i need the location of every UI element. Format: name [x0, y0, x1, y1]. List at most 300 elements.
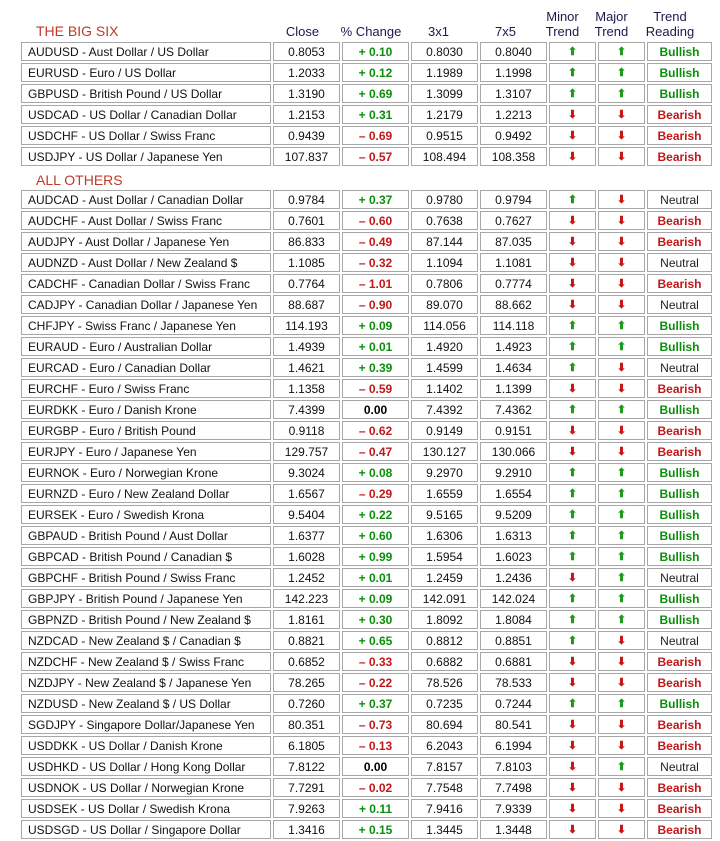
pair-cell: EURUSD - Euro / US Dollar — [21, 63, 271, 82]
major-trend-cell — [598, 421, 645, 440]
major-trend-cell — [598, 63, 645, 82]
close-cell: 7.7291 — [273, 778, 340, 797]
trend-reading-cell: Bullish — [647, 63, 712, 82]
table-row — [21, 757, 712, 776]
trend-reading-cell: Bullish — [647, 400, 712, 419]
x7x5-cell: 0.7627 — [480, 211, 547, 230]
major-trend-cell — [598, 442, 645, 461]
close-cell: 0.8821 — [273, 631, 340, 650]
major-trend-cell — [598, 147, 645, 166]
pct-change-cell: – 0.60 — [342, 211, 409, 230]
col-header-pct-change: % Change — [340, 24, 402, 39]
table-row — [21, 84, 712, 103]
close-cell: 1.4939 — [273, 337, 340, 356]
table-row — [21, 715, 712, 734]
pct-change-cell: – 0.57 — [342, 147, 409, 166]
pair-cell: SGDJPY - Singapore Dollar/Japanese Yen — [21, 715, 271, 734]
x3x1-cell: 1.4599 — [411, 358, 478, 377]
pair-cell: EURJPY - Euro / Japanese Yen — [21, 442, 271, 461]
pct-change-cell: + 0.01 — [342, 337, 409, 356]
major-trend-cell — [598, 484, 645, 503]
x7x5-cell: 1.3448 — [480, 820, 547, 839]
pct-change-cell: + 0.37 — [342, 694, 409, 713]
minor-trend-cell — [549, 589, 596, 608]
close-cell: 0.9439 — [273, 126, 340, 145]
arrow-up-icon: ⬆ — [616, 761, 627, 773]
pct-change-cell: + 0.11 — [342, 799, 409, 818]
close-cell: 80.351 — [273, 715, 340, 734]
table-row — [21, 295, 712, 314]
arrow-up-icon: ⬆ — [616, 67, 627, 79]
close-cell: 1.6377 — [273, 526, 340, 545]
x7x5-cell: 0.8851 — [480, 631, 547, 650]
x7x5-cell: 0.7774 — [480, 274, 547, 293]
pair-cell: EURCAD - Euro / Canadian Dollar — [21, 358, 271, 377]
minor-trend-cell — [549, 147, 596, 166]
pct-change-cell: – 0.32 — [342, 253, 409, 272]
major-trend-cell — [598, 568, 645, 587]
major-trend-cell — [598, 694, 645, 713]
trend-reading-cell: Bullish — [647, 316, 712, 335]
major-trend-cell — [598, 757, 645, 776]
minor-trend-cell — [549, 211, 596, 230]
trend-reading-cell: Neutral — [647, 631, 712, 650]
minor-trend-cell — [549, 253, 596, 272]
pct-change-cell: + 0.10 — [342, 42, 409, 61]
arrow-down-icon: ⬇ — [567, 236, 578, 248]
minor-trend-cell — [549, 316, 596, 335]
minor-trend-cell — [549, 736, 596, 755]
x3x1-cell: 1.3445 — [411, 820, 478, 839]
pair-cell: GBPCAD - British Pound / Canadian $ — [21, 547, 271, 566]
x3x1-cell: 6.2043 — [411, 736, 478, 755]
pct-change-cell: – 0.59 — [342, 379, 409, 398]
major-trend-cell — [598, 547, 645, 566]
close-cell: 1.2033 — [273, 63, 340, 82]
col-header-minor-2: Trend — [545, 24, 580, 39]
table-row — [21, 736, 712, 755]
pct-change-cell: + 0.15 — [342, 820, 409, 839]
pair-cell: NZDJPY - New Zealand $ / Japanese Yen — [21, 673, 271, 692]
trend-reading-cell: Bullish — [647, 526, 712, 545]
x7x5-cell: 7.8103 — [480, 757, 547, 776]
x3x1-cell: 0.7806 — [411, 274, 478, 293]
arrow-down-icon: ⬇ — [567, 278, 578, 290]
trend-reading-cell: Bearish — [647, 736, 712, 755]
x3x1-cell: 130.127 — [411, 442, 478, 461]
table-row — [21, 126, 712, 145]
pair-cell: EURSEK - Euro / Swedish Krona — [21, 505, 271, 524]
table-row — [21, 505, 712, 524]
close-cell: 129.757 — [273, 442, 340, 461]
arrow-down-icon: ⬇ — [616, 236, 627, 248]
arrow-down-icon: ⬇ — [616, 782, 627, 794]
pct-change-cell: – 1.01 — [342, 274, 409, 293]
pair-cell: USDCHF - US Dollar / Swiss Franc — [21, 126, 271, 145]
pct-change-cell: – 0.62 — [342, 421, 409, 440]
major-trend-cell — [598, 610, 645, 629]
all-others-table — [19, 188, 714, 841]
table-row — [21, 799, 712, 818]
minor-trend-cell — [549, 63, 596, 82]
major-trend-cell — [598, 505, 645, 524]
close-cell: 1.6567 — [273, 484, 340, 503]
trend-reading-cell: Neutral — [647, 358, 712, 377]
arrow-down-icon: ⬇ — [567, 130, 578, 142]
table-row — [21, 652, 712, 671]
pct-change-cell: – 0.13 — [342, 736, 409, 755]
trend-reading-cell: Neutral — [647, 190, 712, 209]
close-cell: 7.9263 — [273, 799, 340, 818]
x7x5-cell: 1.1081 — [480, 253, 547, 272]
major-trend-cell — [598, 126, 645, 145]
arrow-up-icon: ⬆ — [567, 488, 578, 500]
table-row — [21, 820, 712, 839]
close-cell: 1.1358 — [273, 379, 340, 398]
x7x5-cell: 108.358 — [480, 147, 547, 166]
pair-cell: AUDNZD - Aust Dollar / New Zealand $ — [21, 253, 271, 272]
pct-change-cell: + 0.65 — [342, 631, 409, 650]
arrow-up-icon: ⬆ — [567, 467, 578, 479]
pair-cell: NZDCHF - New Zealand $ / Swiss Franc — [21, 652, 271, 671]
pct-change-cell: 0.00 — [342, 400, 409, 419]
arrow-up-icon: ⬆ — [567, 635, 578, 647]
major-trend-cell — [598, 589, 645, 608]
trend-reading-cell: Bearish — [647, 442, 712, 461]
pct-change-cell: + 0.22 — [342, 505, 409, 524]
close-cell: 9.5404 — [273, 505, 340, 524]
trend-reading-cell: Bearish — [647, 715, 712, 734]
table-row — [21, 337, 712, 356]
close-cell: 1.2153 — [273, 105, 340, 124]
trend-reading-cell: Neutral — [647, 253, 712, 272]
x7x5-cell: 9.2910 — [480, 463, 547, 482]
minor-trend-cell — [549, 421, 596, 440]
trend-reading-cell: Bearish — [647, 421, 712, 440]
table-row — [21, 589, 712, 608]
pair-cell: EURNOK - Euro / Norwegian Krone — [21, 463, 271, 482]
pct-change-cell: + 0.60 — [342, 526, 409, 545]
minor-trend-cell — [549, 190, 596, 209]
arrow-down-icon: ⬇ — [616, 151, 627, 163]
pair-cell: USDSGD - US Dollar / Singapore Dollar — [21, 820, 271, 839]
trend-reading-cell: Bearish — [647, 379, 712, 398]
close-cell: 7.4399 — [273, 400, 340, 419]
x3x1-cell: 1.8092 — [411, 610, 478, 629]
major-trend-cell — [598, 715, 645, 734]
minor-trend-cell — [549, 568, 596, 587]
x3x1-cell: 1.1094 — [411, 253, 478, 272]
minor-trend-cell — [549, 295, 596, 314]
major-trend-cell — [598, 105, 645, 124]
table-row — [21, 400, 712, 419]
x3x1-cell: 1.1402 — [411, 379, 478, 398]
arrow-down-icon: ⬇ — [616, 278, 627, 290]
pct-change-cell: – 0.69 — [342, 126, 409, 145]
trend-reading-cell: Bullish — [647, 337, 712, 356]
close-cell: 86.833 — [273, 232, 340, 251]
arrow-down-icon: ⬇ — [567, 824, 578, 836]
x7x5-cell: 1.6554 — [480, 484, 547, 503]
table-row — [21, 42, 712, 61]
trend-reading-cell: Bullish — [647, 484, 712, 503]
trend-reading-cell: Bearish — [647, 652, 712, 671]
all-others-rows — [21, 190, 712, 839]
minor-trend-cell — [549, 42, 596, 61]
arrow-up-icon: ⬆ — [567, 194, 578, 206]
close-cell: 88.687 — [273, 295, 340, 314]
arrow-down-icon: ⬇ — [616, 656, 627, 668]
close-cell: 0.7260 — [273, 694, 340, 713]
major-trend-cell — [598, 631, 645, 650]
trend-reading-cell: Neutral — [647, 757, 712, 776]
major-trend-cell — [598, 295, 645, 314]
pair-cell: CHFJPY - Swiss Franc / Japanese Yen — [21, 316, 271, 335]
arrow-up-icon: ⬆ — [567, 88, 578, 100]
pct-change-cell: – 0.73 — [342, 715, 409, 734]
arrow-up-icon: ⬆ — [567, 551, 578, 563]
arrow-down-icon: ⬇ — [616, 740, 627, 752]
table-row — [21, 105, 712, 124]
x3x1-cell: 7.7548 — [411, 778, 478, 797]
table-row — [21, 274, 712, 293]
x3x1-cell: 1.3099 — [411, 84, 478, 103]
x7x5-cell: 142.024 — [480, 589, 547, 608]
arrow-down-icon: ⬇ — [616, 635, 627, 647]
minor-trend-cell — [549, 505, 596, 524]
x3x1-cell: 9.5165 — [411, 505, 478, 524]
arrow-down-icon: ⬇ — [616, 803, 627, 815]
x7x5-cell: 1.6023 — [480, 547, 547, 566]
pair-cell: GBPAUD - British Pound / Aust Dollar — [21, 526, 271, 545]
arrow-down-icon: ⬇ — [567, 215, 578, 227]
pct-change-cell: + 0.31 — [342, 105, 409, 124]
close-cell: 1.3190 — [273, 84, 340, 103]
minor-trend-cell — [549, 442, 596, 461]
pair-cell: CADCHF - Canadian Dollar / Swiss Franc — [21, 274, 271, 293]
minor-trend-cell — [549, 105, 596, 124]
minor-trend-cell — [549, 526, 596, 545]
x7x5-cell: 9.5209 — [480, 505, 547, 524]
x3x1-cell: 0.9149 — [411, 421, 478, 440]
pct-change-cell: – 0.33 — [342, 652, 409, 671]
close-cell: 0.8053 — [273, 42, 340, 61]
x7x5-cell: 1.2213 — [480, 105, 547, 124]
pair-cell: USDJPY - US Dollar / Japanese Yen — [21, 147, 271, 166]
major-trend-cell — [598, 232, 645, 251]
minor-trend-cell — [549, 126, 596, 145]
x7x5-cell: 80.541 — [480, 715, 547, 734]
pair-cell: NZDUSD - New Zealand $ / US Dollar — [21, 694, 271, 713]
col-header-reading-1: Trend — [653, 9, 687, 24]
close-cell: 1.8161 — [273, 610, 340, 629]
major-trend-cell — [598, 316, 645, 335]
x7x5-cell: 130.066 — [480, 442, 547, 461]
arrow-down-icon: ⬇ — [616, 194, 627, 206]
table-row — [21, 568, 712, 587]
arrow-up-icon: ⬆ — [616, 341, 627, 353]
x7x5-cell: 1.8084 — [480, 610, 547, 629]
pct-change-cell: + 0.39 — [342, 358, 409, 377]
arrow-up-icon: ⬆ — [616, 593, 627, 605]
trend-reading-cell: Bearish — [647, 778, 712, 797]
minor-trend-cell — [549, 337, 596, 356]
close-cell: 1.1085 — [273, 253, 340, 272]
minor-trend-cell — [549, 358, 596, 377]
x3x1-cell: 87.144 — [411, 232, 478, 251]
x3x1-cell: 7.8157 — [411, 757, 478, 776]
x3x1-cell: 108.494 — [411, 147, 478, 166]
minor-trend-cell — [549, 820, 596, 839]
pair-cell: CADJPY - Canadian Dollar / Japanese Yen — [21, 295, 271, 314]
major-trend-cell — [598, 190, 645, 209]
arrow-down-icon: ⬇ — [567, 383, 578, 395]
arrow-down-icon: ⬇ — [616, 299, 627, 311]
trend-reading-cell: Bearish — [647, 211, 712, 230]
arrow-up-icon: ⬆ — [567, 320, 578, 332]
table-row — [21, 631, 712, 650]
table-row — [21, 316, 712, 335]
x3x1-cell: 78.526 — [411, 673, 478, 692]
col-header-minor-1: Minor — [546, 9, 579, 24]
pct-change-cell: + 0.12 — [342, 63, 409, 82]
trend-reading-cell: Bullish — [647, 463, 712, 482]
trend-reading-cell: Bullish — [647, 589, 712, 608]
major-trend-cell — [598, 274, 645, 293]
close-cell: 9.3024 — [273, 463, 340, 482]
col-header-3x1: 3x1 — [428, 24, 449, 39]
minor-trend-cell — [549, 232, 596, 251]
x7x5-cell: 1.1998 — [480, 63, 547, 82]
arrow-up-icon: ⬆ — [567, 593, 578, 605]
pct-change-cell: – 0.02 — [342, 778, 409, 797]
pct-change-cell: + 0.30 — [342, 610, 409, 629]
arrow-down-icon: ⬇ — [567, 761, 578, 773]
major-trend-cell — [598, 379, 645, 398]
x7x5-cell: 1.4634 — [480, 358, 547, 377]
arrow-down-icon: ⬇ — [616, 677, 627, 689]
pair-cell: EURAUD - Euro / Australian Dollar — [21, 337, 271, 356]
pct-change-cell: + 0.01 — [342, 568, 409, 587]
trend-reading-cell: Bearish — [647, 147, 712, 166]
close-cell: 1.3416 — [273, 820, 340, 839]
pair-cell: USDSEK - US Dollar / Swedish Krona — [21, 799, 271, 818]
table-row — [21, 190, 712, 209]
table-row — [21, 63, 712, 82]
x3x1-cell: 1.6306 — [411, 526, 478, 545]
major-trend-cell — [598, 400, 645, 419]
arrow-down-icon: ⬇ — [567, 572, 578, 584]
minor-trend-cell — [549, 631, 596, 650]
col-header-7x5: 7x5 — [495, 24, 516, 39]
col-header-reading-2: Reading — [645, 24, 695, 39]
arrow-down-icon: ⬇ — [616, 425, 627, 437]
pair-cell: GBPNZD - British Pound / New Zealand $ — [21, 610, 271, 629]
x3x1-cell: 0.8812 — [411, 631, 478, 650]
arrow-up-icon: ⬆ — [567, 530, 578, 542]
x7x5-cell: 1.2436 — [480, 568, 547, 587]
major-trend-cell — [598, 526, 645, 545]
arrow-up-icon: ⬆ — [567, 698, 578, 710]
table-row — [21, 232, 712, 251]
col-header-major-1: Major — [595, 9, 628, 24]
arrow-down-icon: ⬇ — [567, 782, 578, 794]
table-row — [21, 253, 712, 272]
x7x5-cell: 1.6313 — [480, 526, 547, 545]
trend-reading-cell: Neutral — [647, 295, 712, 314]
x3x1-cell: 7.9416 — [411, 799, 478, 818]
close-cell: 142.223 — [273, 589, 340, 608]
pair-cell: NZDCAD - New Zealand $ / Canadian $ — [21, 631, 271, 650]
pair-cell: USDCAD - US Dollar / Canadian Dollar — [21, 105, 271, 124]
x7x5-cell: 1.3107 — [480, 84, 547, 103]
arrow-down-icon: ⬇ — [567, 677, 578, 689]
x7x5-cell: 6.1994 — [480, 736, 547, 755]
close-cell: 0.7601 — [273, 211, 340, 230]
close-cell: 0.6852 — [273, 652, 340, 671]
x7x5-cell: 0.9151 — [480, 421, 547, 440]
arrow-up-icon: ⬆ — [616, 488, 627, 500]
trend-reading-cell: Bearish — [647, 673, 712, 692]
major-trend-cell — [598, 778, 645, 797]
minor-trend-cell — [549, 484, 596, 503]
table-row — [21, 484, 712, 503]
table-row — [21, 778, 712, 797]
x7x5-cell: 1.4923 — [480, 337, 547, 356]
big-six-table — [19, 40, 714, 168]
arrow-up-icon: ⬆ — [616, 572, 627, 584]
x3x1-cell: 0.7638 — [411, 211, 478, 230]
x7x5-cell: 0.6881 — [480, 652, 547, 671]
pair-cell: USDHKD - US Dollar / Hong Kong Dollar — [21, 757, 271, 776]
major-trend-cell — [598, 42, 645, 61]
close-cell: 1.2452 — [273, 568, 340, 587]
pair-cell: USDNOK - US Dollar / Norwegian Krone — [21, 778, 271, 797]
trend-reading-cell: Bullish — [647, 547, 712, 566]
minor-trend-cell — [549, 84, 596, 103]
major-trend-cell — [598, 211, 645, 230]
trend-reading-cell: Bearish — [647, 799, 712, 818]
x3x1-cell: 0.7235 — [411, 694, 478, 713]
pct-change-cell: + 0.99 — [342, 547, 409, 566]
arrow-down-icon: ⬇ — [567, 299, 578, 311]
major-trend-cell — [598, 337, 645, 356]
close-cell: 114.193 — [273, 316, 340, 335]
x3x1-cell: 142.091 — [411, 589, 478, 608]
pair-cell: AUDCAD - Aust Dollar / Canadian Dollar — [21, 190, 271, 209]
all-others-title: ALL OTHERS — [36, 172, 123, 188]
x3x1-cell: 0.9515 — [411, 126, 478, 145]
x3x1-cell: 0.6882 — [411, 652, 478, 671]
x7x5-cell: 87.035 — [480, 232, 547, 251]
x3x1-cell: 80.694 — [411, 715, 478, 734]
pct-change-cell: + 0.69 — [342, 84, 409, 103]
arrow-up-icon: ⬆ — [567, 67, 578, 79]
minor-trend-cell — [549, 274, 596, 293]
pair-cell: AUDJPY - Aust Dollar / Japanese Yen — [21, 232, 271, 251]
table-row — [21, 463, 712, 482]
x3x1-cell: 1.4920 — [411, 337, 478, 356]
x7x5-cell: 0.9794 — [480, 190, 547, 209]
table-row — [21, 526, 712, 545]
table-row — [21, 358, 712, 377]
x7x5-cell: 0.8040 — [480, 42, 547, 61]
arrow-down-icon: ⬇ — [567, 151, 578, 163]
close-cell: 0.9784 — [273, 190, 340, 209]
x7x5-cell: 114.118 — [480, 316, 547, 335]
minor-trend-cell — [549, 547, 596, 566]
major-trend-cell — [598, 673, 645, 692]
